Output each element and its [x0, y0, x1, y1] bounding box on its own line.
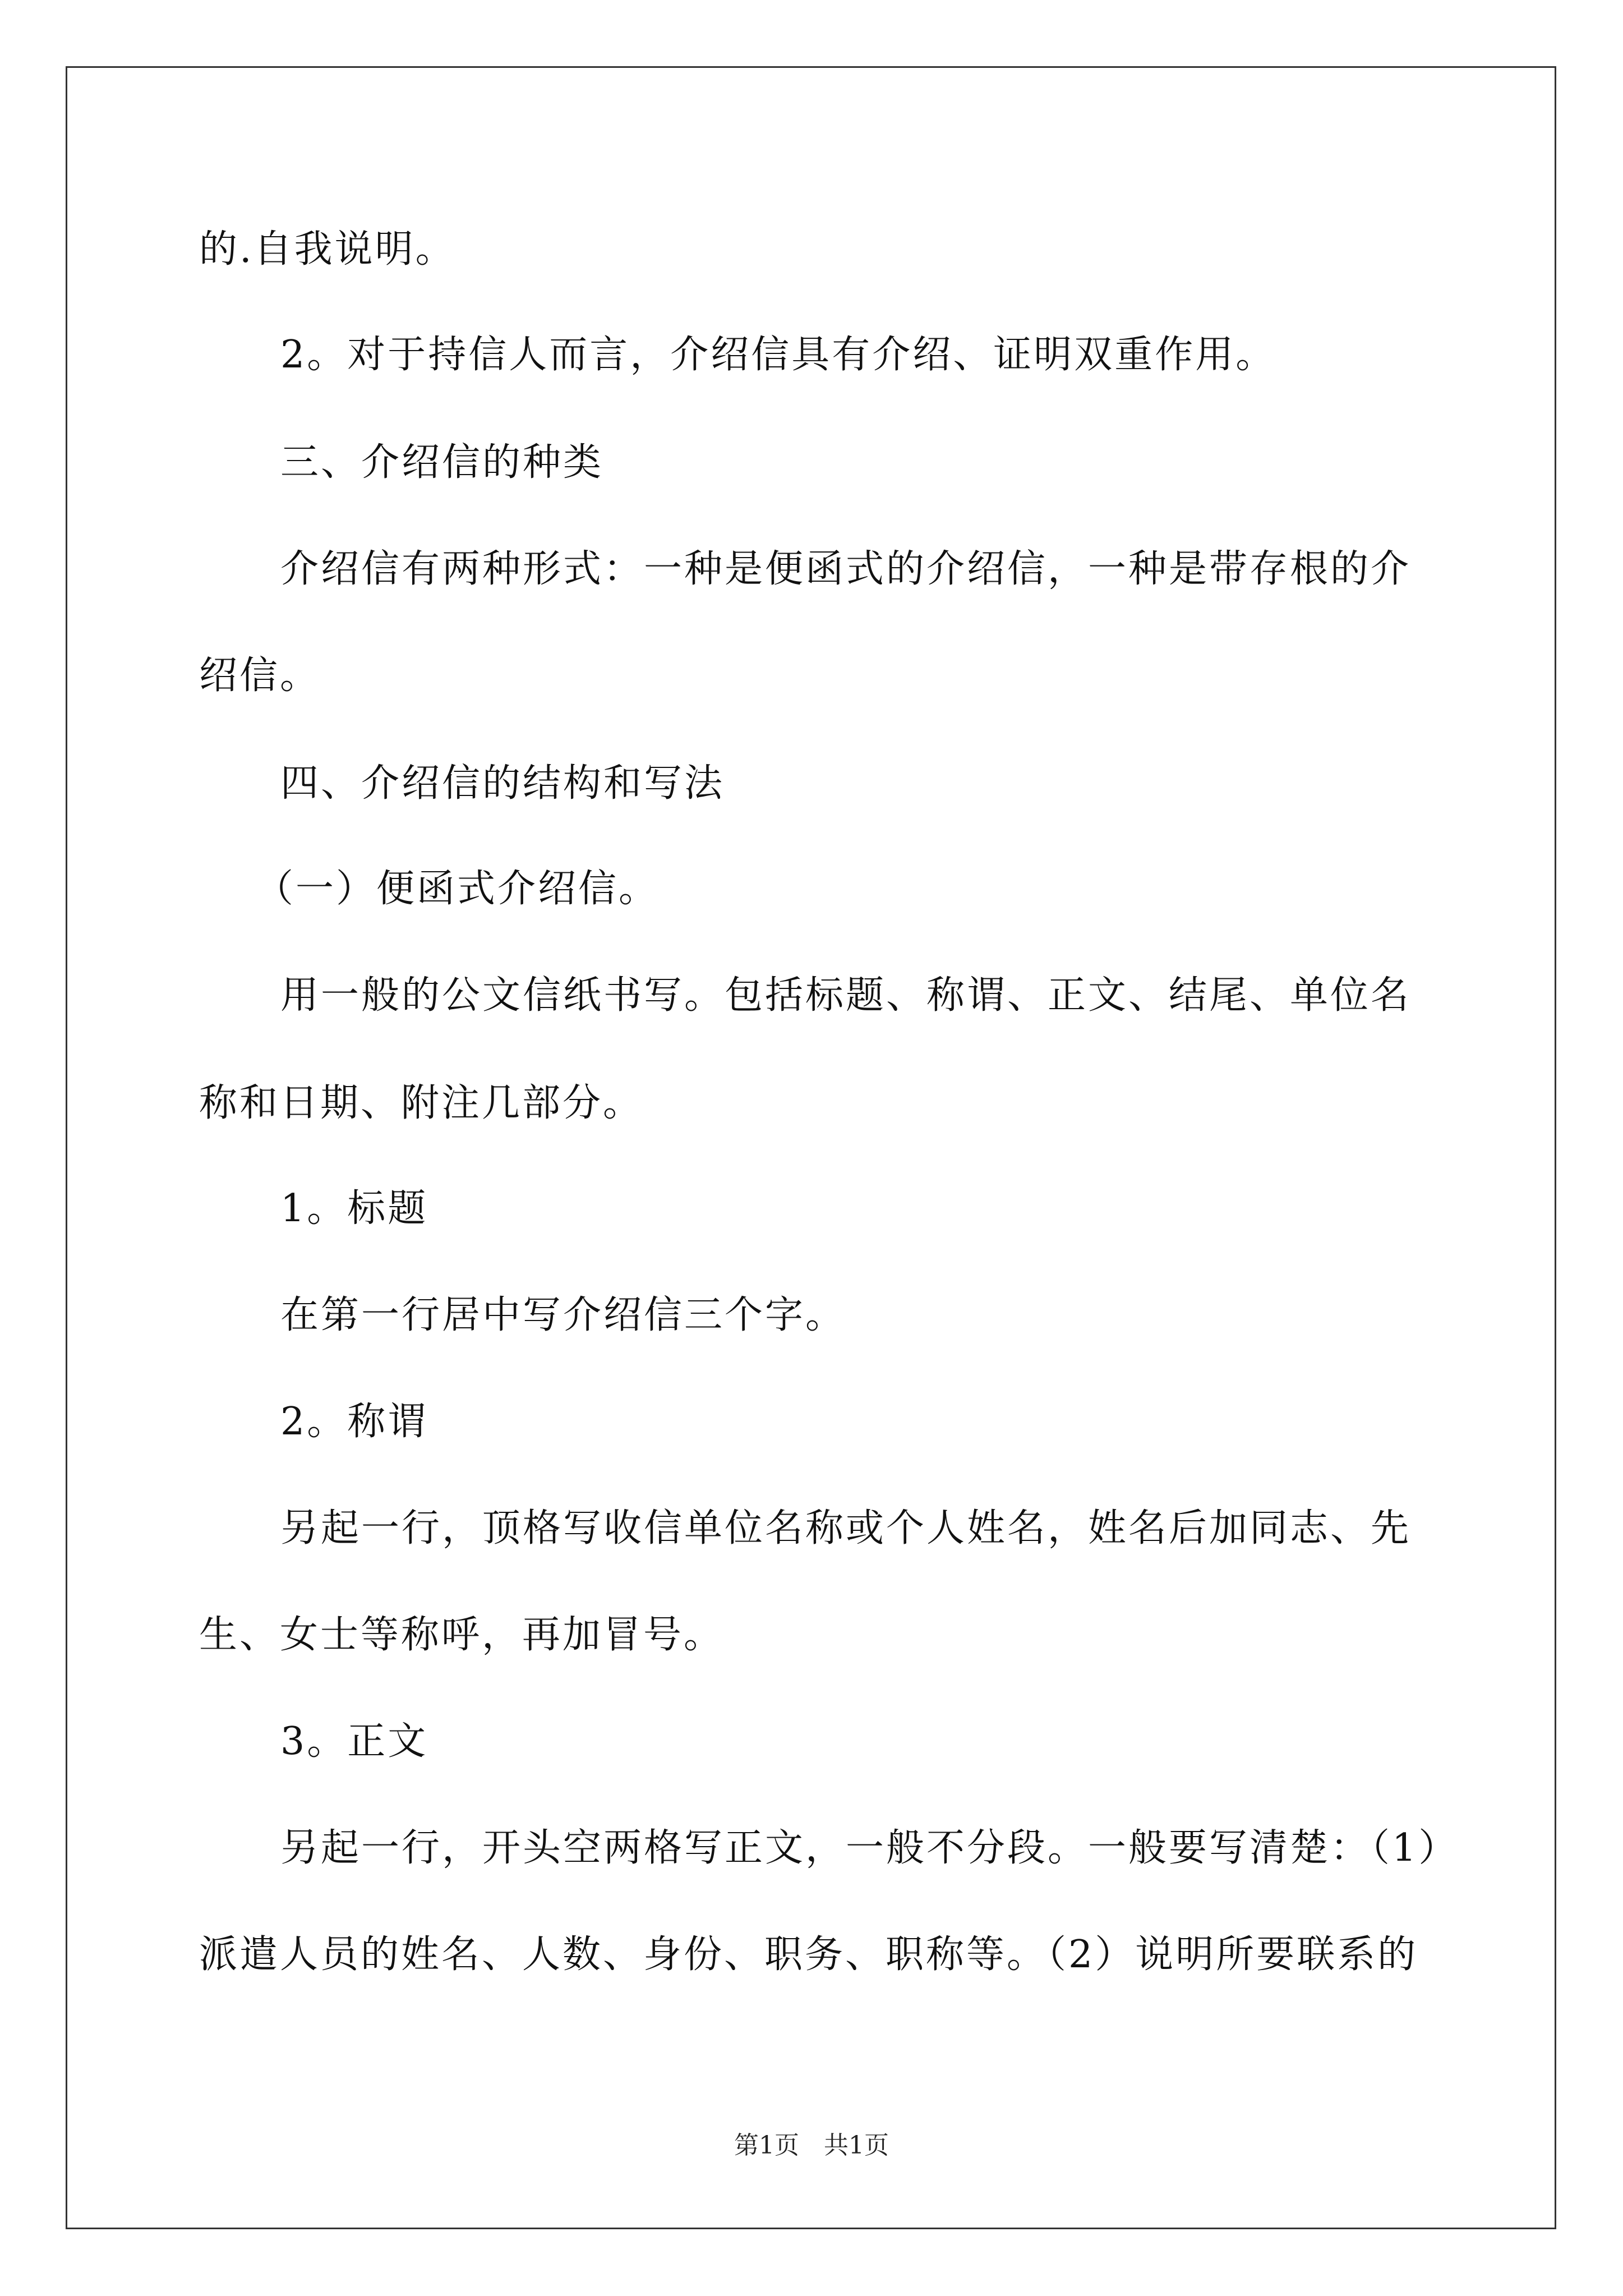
text-line: 用一般的公文信纸书写。包括标题、称谓、正文、结尾、单位名: [280, 973, 1412, 1018]
text-line: 派遣人员的姓名、人数、身份、职务、职称等。（2）说明所要联系的: [199, 1932, 1418, 1977]
text-line: 另起一行，开头空两格写正文，一般不分段。一般要写清楚：（1）: [280, 1826, 1459, 1870]
page-border: [66, 66, 1556, 2229]
text-line: 绍信。: [199, 654, 321, 698]
item-heading: 1。标题: [280, 1186, 428, 1231]
text-line: 介绍信有两种形式：一种是便函式的介绍信，一种是带存根的介: [280, 547, 1412, 591]
text-line: 另起一行，顶格写收信单位名称或个人姓名，姓名后加同志、先: [280, 1506, 1412, 1550]
text-line: 的.自我说明。: [199, 227, 456, 272]
item-heading: 2。称谓: [280, 1400, 428, 1444]
text-line: 2。对于持信人而言，介绍信具有介绍、证明双重作用。: [280, 333, 1276, 377]
item-heading: 3。正文: [280, 1719, 428, 1764]
section-heading: 三、介绍信的种类: [280, 440, 604, 485]
text-line: 生、女士等称呼，再加冒号。: [199, 1613, 725, 1657]
subsection-heading: （一）便函式介绍信。: [255, 867, 660, 911]
text-line: 称和日期、附注几部分。: [199, 1081, 644, 1125]
page-number-footer: 第1页 共1页: [734, 2131, 889, 2160]
text-line: 在第一行居中写介绍信三个字。: [280, 1293, 846, 1337]
section-heading: 四、介绍信的结构和写法: [280, 761, 725, 806]
